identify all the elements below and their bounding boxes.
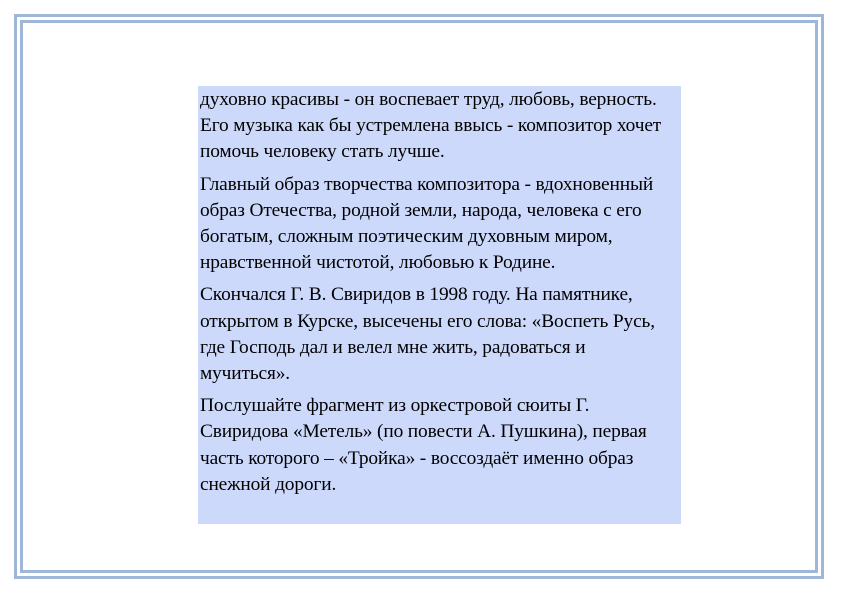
paragraph-3: Скончался Г. В. Свиридов в 1998 году. На памятнике, открытом в Курске, высечены его слова: «Воспеть Русь, где Господь дал и велел мне жить, радоваться и мучиться». — [200, 284, 655, 385]
text-box — [198, 86, 681, 524]
paragraph-4: Послушайте фрагмент из оркестровой сюиты Г. Свиридова «Метель» (по повести А. Пушкина), первая часть которого – «Тройка» - воссоздаёт именно образ снежной дороги. — [200, 395, 647, 495]
paragraph-2: Главный образ творчества композитора - вдохновенный образ Отечества, родной земли, народа, человека с его богатым, сложным поэтическим духовным миром, нравственной чистотой, любовью к Родине. — [200, 173, 654, 274]
paragraph-1: духовно красивы - он воспевает труд, любовь, верность. Его музыка как бы устремлена ввысь - композитор хочет помочь человеку стать лучше. — [200, 89, 662, 163]
